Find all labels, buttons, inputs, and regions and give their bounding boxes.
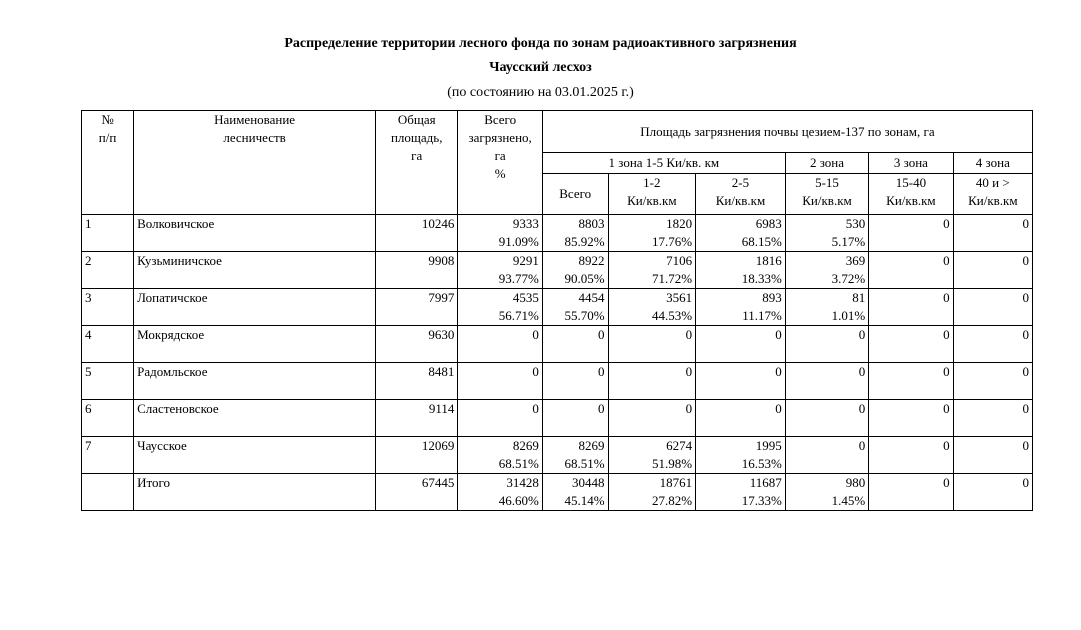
cell-total <box>458 289 542 326</box>
cell-name-value: Сластеновское <box>137 401 219 416</box>
header-name: Наименование лесничеств <box>134 111 376 215</box>
cell-area-percent <box>379 418 454 436</box>
cell-name <box>134 289 376 326</box>
cell-zone4 <box>953 400 1032 437</box>
cell-zone1-all-percent: 85.92% <box>564 234 605 249</box>
cell-num-value: 3 <box>85 290 92 305</box>
cell-zone3 <box>869 252 953 289</box>
cell-zone1-1-2 <box>608 474 696 511</box>
cell-total-value: 9291 <box>512 253 539 268</box>
cell-zone3-value: 0 <box>943 253 950 268</box>
cell-area-value: 10246 <box>421 216 455 231</box>
cell-zone4 <box>953 289 1032 326</box>
cell-zone3-value: 0 <box>943 364 950 379</box>
cell-num-percent <box>85 233 130 251</box>
cell-total-percent: 68.51% <box>498 456 539 471</box>
cell-total <box>458 326 542 363</box>
cell-name-percent <box>137 381 372 399</box>
cell-zone4 <box>953 326 1032 363</box>
cell-zone1-all <box>542 437 608 474</box>
cell-name <box>134 326 376 363</box>
cell-area-percent <box>379 307 454 325</box>
cell-num-value: 6 <box>85 401 92 416</box>
cell-name-percent <box>137 270 372 288</box>
cell-zone3-value: 0 <box>943 438 950 453</box>
cell-area-value: 8481 <box>428 364 455 379</box>
cell-zone4-value: 0 <box>1022 438 1029 453</box>
cell-total-value: 31428 <box>506 475 539 490</box>
cell-name-percent <box>137 344 372 362</box>
cell-zone4 <box>953 215 1032 252</box>
cell-zone1-1-2 <box>608 289 696 326</box>
cell-num <box>82 363 134 400</box>
cell-zone4 <box>953 437 1032 474</box>
cell-zone1-2-5-value: 6983 <box>755 216 782 231</box>
cell-zone1-1-2-percent: 44.53% <box>652 308 693 323</box>
cell-num <box>82 252 134 289</box>
cell-zone1-all <box>542 474 608 511</box>
table-row <box>82 437 1033 474</box>
cell-zone3-percent <box>872 418 949 436</box>
cell-zone1-all-percent: 45.14% <box>564 493 605 508</box>
header-1-2: 1-2 Ки/кв.км <box>608 174 696 215</box>
cell-total-value: 9333 <box>512 216 539 231</box>
cell-zone1-all-value: 8922 <box>578 253 605 268</box>
cell-total <box>458 437 542 474</box>
cell-zone2 <box>785 289 868 326</box>
cell-name <box>134 215 376 252</box>
cell-zone3 <box>869 437 953 474</box>
cell-zone4 <box>953 252 1032 289</box>
cell-zone1-1-2-percent: 71.72% <box>652 271 693 286</box>
cell-zone3 <box>869 326 953 363</box>
cell-zone1-2-5-percent <box>699 418 782 436</box>
cell-total-percent: 46.60% <box>498 493 539 508</box>
cell-num-percent <box>85 418 130 436</box>
cell-num-value <box>85 474 130 492</box>
cell-zone1-all-percent <box>546 344 605 362</box>
cell-area-value: 12069 <box>421 438 455 453</box>
cell-zone4 <box>953 363 1032 400</box>
cell-zone1-all <box>542 326 608 363</box>
cell-zone1-all-value: 8803 <box>578 216 605 231</box>
cell-area-value: 7997 <box>428 290 455 305</box>
cell-zone1-all-percent: 90.05% <box>564 271 605 286</box>
cell-zone1-all-value: 0 <box>598 327 605 342</box>
cell-num-value: 7 <box>85 438 92 453</box>
cell-zone4-percent <box>957 344 1029 362</box>
cell-total-percent <box>461 381 538 399</box>
header-num: № п/п <box>82 111 134 215</box>
cell-zone1-all <box>542 215 608 252</box>
cell-total-value: 0 <box>532 327 539 342</box>
cell-total-percent: 56.71% <box>498 308 539 323</box>
cell-zone2-value: 0 <box>858 401 866 416</box>
cell-num <box>82 437 134 474</box>
cell-name-value: Мокрядское <box>137 327 205 342</box>
cell-zone1-2-5-percent <box>699 344 782 362</box>
cell-zone1-all-percent: 68.51% <box>564 456 605 471</box>
cell-zone1-2-5 <box>696 289 786 326</box>
header-2-5: 2-5 Ки/кв.км <box>696 174 786 215</box>
cell-area-percent <box>379 381 454 399</box>
table-row <box>82 474 1033 511</box>
cell-zone3 <box>869 474 953 511</box>
cell-total-percent <box>461 344 538 362</box>
cell-zone3-value: 0 <box>943 290 950 305</box>
cell-zone4-percent <box>957 270 1029 288</box>
cell-zone2 <box>785 326 868 363</box>
cell-num-percent <box>85 455 130 473</box>
cell-zone4-value: 0 <box>1022 364 1029 379</box>
cell-zone1-2-5-percent: 18.33% <box>741 271 782 286</box>
cell-zone1-1-2-percent <box>612 344 693 362</box>
header-zone1: 1 зона 1-5 Ки/кв. км <box>542 153 785 174</box>
cell-area <box>376 437 458 474</box>
cell-area <box>376 215 458 252</box>
contamination-table <box>81 110 1033 511</box>
cell-zone3-value: 0 <box>943 327 950 342</box>
cell-area-value: 9630 <box>428 327 455 342</box>
cell-zone3-value: 0 <box>943 475 950 490</box>
cell-zone4-value: 0 <box>1022 216 1029 231</box>
cell-name-percent <box>137 418 372 436</box>
cell-zone1-all-value: 0 <box>598 364 605 379</box>
cell-name <box>134 400 376 437</box>
table-row <box>82 215 1033 252</box>
cell-zone2-percent <box>789 381 865 399</box>
cell-name-percent <box>137 492 372 510</box>
cell-name-value: Волковичское <box>137 216 215 231</box>
cell-total-value: 0 <box>532 364 539 379</box>
cell-zone4-value: 0 <box>1022 327 1029 342</box>
cell-zone3-value: 0 <box>943 401 950 416</box>
cell-num-percent <box>85 270 130 288</box>
cell-zone3 <box>869 215 953 252</box>
header-15-40: 15-40 Ки/кв.км <box>869 174 953 215</box>
cell-zone2-percent: 1.45% <box>831 493 866 508</box>
table-row <box>82 289 1033 326</box>
cell-zone1-1-2 <box>608 400 696 437</box>
cell-zone4-value: 0 <box>1022 475 1029 490</box>
cell-zone1-all-percent <box>546 418 605 436</box>
cell-num-value: 4 <box>85 327 92 342</box>
cell-zone4-percent <box>957 307 1029 325</box>
cell-zone2-value: 530 <box>845 216 866 231</box>
cell-zone1-all <box>542 400 608 437</box>
cell-zone1-2-5-value: 1995 <box>755 438 782 453</box>
cell-zone1-all <box>542 363 608 400</box>
cell-zone1-all <box>542 289 608 326</box>
cell-num <box>82 215 134 252</box>
cell-zone1-2-5-percent: 11.17% <box>742 308 782 323</box>
cell-zone2-percent: 1.01% <box>831 308 866 323</box>
cell-zone1-2-5 <box>696 326 786 363</box>
cell-name <box>134 363 376 400</box>
report-subtitle: Чаусский лесхоз <box>489 60 592 75</box>
cell-total-value: 8269 <box>512 438 539 453</box>
cell-zone2-value: 0 <box>858 364 866 379</box>
cell-zone3 <box>869 400 953 437</box>
cell-zone1-2-5 <box>696 400 786 437</box>
cell-zone4-value: 0 <box>1022 253 1029 268</box>
cell-zone1-1-2 <box>608 363 696 400</box>
cell-num <box>82 289 134 326</box>
cell-zone1-1-2-percent: 17.76% <box>652 234 693 249</box>
cell-zone1-1-2-value: 7106 <box>666 253 693 268</box>
cell-area <box>376 289 458 326</box>
cell-zone3 <box>869 289 953 326</box>
cell-zone2-value: 0 <box>858 438 866 453</box>
cell-zone1-2-5-value: 0 <box>775 327 782 342</box>
cell-area-percent <box>379 233 454 251</box>
cell-zone1-1-2-value: 0 <box>685 401 693 416</box>
cell-total-percent <box>461 418 538 436</box>
cell-zone2-value: 980 <box>845 475 866 490</box>
cell-area <box>376 363 458 400</box>
cell-zone1-1-2-value: 6274 <box>666 438 693 453</box>
table-row <box>82 326 1033 363</box>
header-5-15: 5-15 Ки/кв.км <box>785 174 868 215</box>
cell-area <box>376 326 458 363</box>
cell-zone2 <box>785 363 868 400</box>
cell-zone1-2-5-percent: 16.53% <box>741 456 782 471</box>
cell-area-percent <box>379 455 454 473</box>
cell-zone3-percent <box>872 233 949 251</box>
cell-total <box>458 474 542 511</box>
cell-zone1-1-2 <box>608 326 696 363</box>
cell-zone1-2-5 <box>696 252 786 289</box>
cell-zone1-1-2-value: 0 <box>685 364 693 379</box>
report-title: Распределение территории лесного фонда по зонам радиоактивного загрязнения <box>284 36 797 51</box>
cell-zone4-value: 0 <box>1022 401 1029 416</box>
cell-zone1-all-percent <box>546 381 605 399</box>
cell-num-percent <box>85 492 130 510</box>
cell-num-value: 1 <box>85 216 92 231</box>
cell-zone1-all <box>542 252 608 289</box>
cell-total <box>458 252 542 289</box>
cell-zone1-2-5-value: 893 <box>762 290 782 305</box>
cell-zone3-percent <box>872 344 949 362</box>
header-pollution: Площадь загрязнения почвы цезием-137 по зонам, га <box>542 111 1032 153</box>
cell-zone1-2-5-value: 0 <box>775 364 782 379</box>
cell-zone2 <box>785 215 868 252</box>
cell-zone3-value: 0 <box>943 216 950 231</box>
cell-zone1-all-value: 4454 <box>578 290 605 305</box>
cell-zone4-percent <box>957 492 1029 510</box>
cell-zone1-2-5-value: 11687 <box>749 475 782 490</box>
header-total: Всего загрязнено, га % <box>458 111 542 215</box>
cell-zone1-2-5 <box>696 363 786 400</box>
cell-name <box>134 474 376 511</box>
cell-zone1-2-5 <box>696 437 786 474</box>
cell-num-percent <box>85 344 130 362</box>
cell-num <box>82 326 134 363</box>
cell-total-percent: 91.09% <box>498 234 539 249</box>
cell-zone3 <box>869 363 953 400</box>
cell-area <box>376 400 458 437</box>
cell-name-value: Радомльское <box>137 364 208 379</box>
cell-zone4 <box>953 474 1032 511</box>
cell-name-percent <box>137 233 372 251</box>
cell-num-value: 5 <box>85 364 92 379</box>
cell-zone1-2-5-percent <box>699 381 782 399</box>
cell-zone4-value: 0 <box>1022 290 1029 305</box>
cell-total-value: 4535 <box>512 290 539 305</box>
cell-name <box>134 252 376 289</box>
cell-zone1-1-2-percent <box>612 381 693 399</box>
cell-zone2-value: 0 <box>858 327 866 342</box>
cell-zone1-1-2 <box>608 437 696 474</box>
cell-zone1-2-5-percent: 17.33% <box>741 493 782 508</box>
cell-zone1-all-value: 0 <box>598 401 605 416</box>
cell-zone2-percent: 5.17% <box>831 234 866 249</box>
cell-zone1-1-2-percent <box>612 418 693 436</box>
cell-zone1-1-2-percent: 27.82% <box>652 493 693 508</box>
cell-area-percent <box>379 492 454 510</box>
cell-name-value: Кузьминичское <box>137 253 222 268</box>
header-zone3: 3 зона <box>869 153 953 174</box>
table-row <box>82 400 1033 437</box>
cell-zone3-percent <box>872 307 949 325</box>
cell-total-percent: 93.77% <box>498 271 539 286</box>
cell-zone3-percent <box>872 381 949 399</box>
cell-zone1-2-5 <box>696 474 786 511</box>
table-row <box>82 252 1033 289</box>
cell-zone2 <box>785 400 868 437</box>
cell-zone1-2-5-percent: 68.15% <box>741 234 782 249</box>
cell-total-value: 0 <box>532 401 539 416</box>
header-area: Общая площадь, га <box>376 111 458 215</box>
cell-area-value: 9908 <box>428 253 455 268</box>
cell-name-percent <box>137 307 372 325</box>
report-date: (по состоянию на 03.01.2025 г.) <box>447 85 634 100</box>
header-40-plus: 40 и > Ки/кв.км <box>953 174 1032 215</box>
cell-area-percent <box>379 270 454 288</box>
cell-area-value: 67445 <box>421 475 455 490</box>
cell-zone2-percent <box>789 418 865 436</box>
cell-zone1-all-value: 8269 <box>578 438 605 453</box>
cell-zone2-percent <box>789 344 865 362</box>
cell-num-percent <box>85 307 130 325</box>
cell-area <box>376 252 458 289</box>
cell-zone1-1-2-value: 3561 <box>666 290 693 305</box>
cell-zone2-value: 369 <box>845 253 866 268</box>
cell-num <box>82 400 134 437</box>
cell-zone1-1-2-value: 18761 <box>659 475 693 490</box>
cell-zone2-value: 81 <box>852 290 866 305</box>
header-zone2: 2 зона <box>785 153 868 174</box>
table-row <box>82 363 1033 400</box>
cell-zone3-percent <box>872 270 949 288</box>
cell-zone1-all-value: 30448 <box>572 475 605 490</box>
cell-zone1-1-2-percent: 51.98% <box>652 456 693 471</box>
cell-zone4-percent <box>957 455 1029 473</box>
cell-zone2-percent: 3.72% <box>831 271 866 286</box>
cell-zone2 <box>785 437 868 474</box>
cell-num <box>82 474 134 511</box>
cell-zone4-percent <box>957 233 1029 251</box>
cell-area-value: 9114 <box>428 401 455 416</box>
cell-zone4-percent <box>957 381 1029 399</box>
cell-zone1-all-percent: 55.70% <box>564 308 605 323</box>
header-zone1-all: Всего <box>542 174 608 215</box>
cell-name <box>134 437 376 474</box>
cell-name-percent <box>137 455 372 473</box>
header-zone4: 4 зона <box>953 153 1032 174</box>
cell-zone1-1-2 <box>608 215 696 252</box>
cell-area-percent <box>379 344 454 362</box>
cell-total <box>458 215 542 252</box>
cell-zone1-2-5 <box>696 215 786 252</box>
cell-zone1-1-2-value: 1820 <box>666 216 693 231</box>
cell-total <box>458 400 542 437</box>
cell-total <box>458 363 542 400</box>
cell-zone2-percent <box>789 455 865 473</box>
cell-zone1-2-5-value: 1816 <box>755 253 782 268</box>
cell-zone1-2-5-value: 0 <box>775 401 782 416</box>
cell-zone2 <box>785 252 868 289</box>
cell-num-percent <box>85 381 130 399</box>
cell-name-value: Чаусское <box>137 438 187 453</box>
cell-num-value: 2 <box>85 253 92 268</box>
cell-area <box>376 474 458 511</box>
cell-name-value: Лопатичское <box>137 290 208 305</box>
cell-zone3-percent <box>872 455 949 473</box>
cell-zone4-percent <box>957 418 1029 436</box>
cell-zone1-1-2-value: 0 <box>685 327 693 342</box>
cell-zone3-percent <box>872 492 949 510</box>
cell-zone1-1-2 <box>608 252 696 289</box>
cell-zone2 <box>785 474 868 511</box>
cell-name-value: Итого <box>137 475 171 490</box>
